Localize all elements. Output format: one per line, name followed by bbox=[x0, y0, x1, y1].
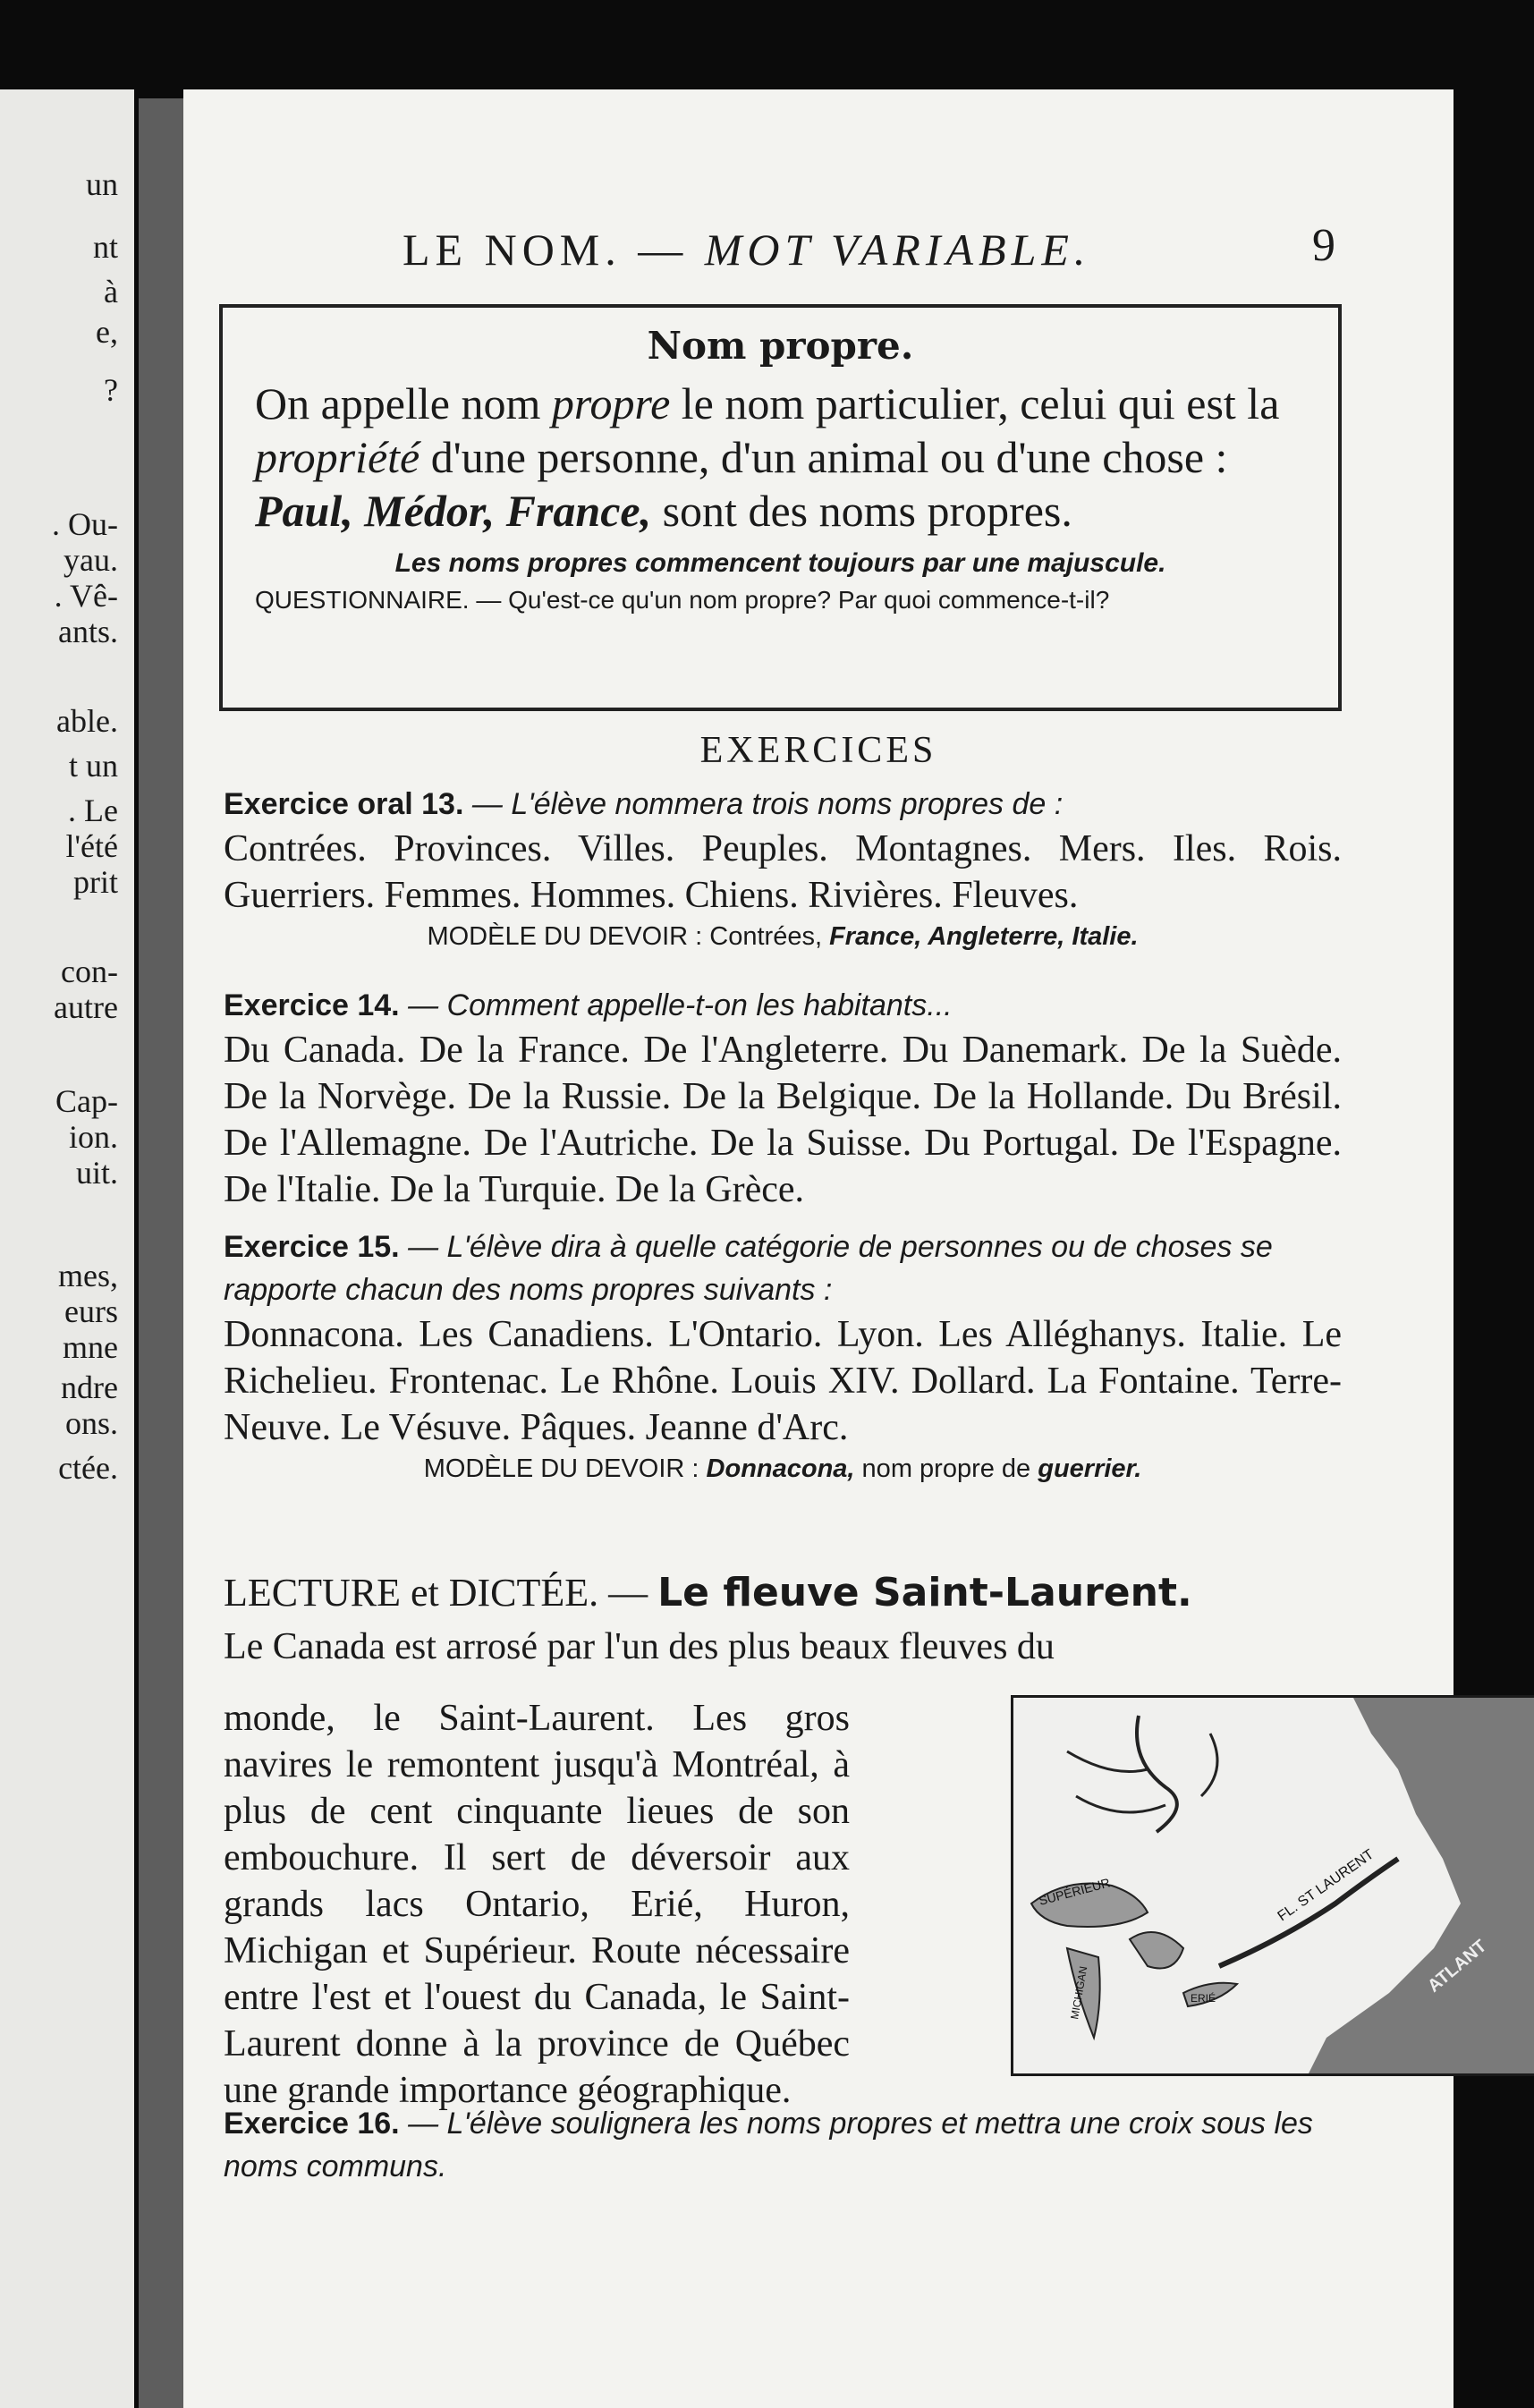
previous-page-text: ndre bbox=[61, 1369, 118, 1405]
exercises-title: EXERCICES bbox=[699, 730, 937, 771]
previous-page-text: uit. bbox=[75, 1155, 118, 1191]
previous-page-text: ? bbox=[104, 372, 118, 408]
saint-laurent-map bbox=[1011, 1695, 1534, 2076]
exercise-14 bbox=[224, 984, 1342, 1213]
previous-page-text: . Le bbox=[68, 793, 118, 828]
ex15-model-example: Donnacona, bbox=[706, 1454, 855, 1483]
previous-page-text: Cap- bbox=[55, 1083, 118, 1119]
running-head-italic: MOT VARIABLE. bbox=[704, 225, 1091, 275]
previous-page-text: l'été bbox=[65, 828, 118, 864]
previous-page-text: t un bbox=[68, 748, 118, 784]
def-text-4: sont des noms propres. bbox=[651, 486, 1072, 536]
ex13-instruction: — L'élève nommera trois noms propres de : bbox=[463, 787, 1064, 821]
lecture-first-line: Le Canada est arrosé par l'un des plus beaux fleuves du bbox=[224, 1626, 1055, 1667]
ex15-model-label: MODÈLE DU DEVOIR : bbox=[423, 1454, 707, 1483]
ex16-instruction: — L'élève soulignera les noms propres et mettra une croix sous les noms communs. bbox=[224, 2107, 1313, 2183]
running-head bbox=[403, 224, 1342, 276]
map-label-michigan: MICHIGAN bbox=[1068, 1965, 1090, 2021]
definition-heading: Nom propre. bbox=[647, 324, 914, 368]
previous-page-text: nt bbox=[92, 229, 118, 265]
lecture-label: LECTURE et DICTÉE. — bbox=[224, 1571, 658, 1615]
ex15-label: Exercice 15. bbox=[224, 1230, 400, 1264]
previous-page-text: ion. bbox=[68, 1119, 118, 1155]
previous-page-text: ons. bbox=[64, 1405, 118, 1441]
previous-page-text: mes, bbox=[58, 1258, 118, 1293]
exercise-13 bbox=[224, 783, 1342, 957]
ex13-model-example: France, Angleterre, Italie. bbox=[829, 922, 1139, 951]
map-label-atlant: ATLANT bbox=[1424, 1936, 1491, 1997]
map-label-superieur: SUPÉRIEUR bbox=[1037, 1875, 1112, 1908]
ex15-model bbox=[224, 1454, 1342, 1484]
lecture-title: Le fleuve Saint-Laurent. bbox=[657, 1570, 1192, 1615]
ex14-instruction: — Comment appelle-t-on les habitants... bbox=[399, 988, 953, 1022]
ex16-label: Exercice 16. bbox=[224, 2107, 400, 2141]
page-number: 9 bbox=[1312, 220, 1335, 271]
previous-page-text: mne bbox=[63, 1329, 118, 1365]
def-text-3: d'une personne, d'un animal ou d'une chose : bbox=[420, 432, 1228, 482]
previous-page-text: un bbox=[86, 166, 118, 202]
previous-page-text: ants. bbox=[58, 614, 118, 649]
previous-page-text: con- bbox=[61, 954, 118, 989]
book-page bbox=[183, 89, 1491, 2408]
map-label-st-laurent: FL. ST LAURENT bbox=[1275, 1846, 1377, 1925]
running-head-plain: LE NOM. — bbox=[403, 225, 705, 275]
previous-page-text: . Ou- bbox=[52, 506, 118, 542]
definition-box bbox=[219, 304, 1342, 711]
lecture-text: monde, le Saint-Laurent. Les gros navires le remontent jusqu'à Montréal, à plus de cent cinquante lieues de son embouchure. Il sert de déversoir aux grands lacs Ontario, Erié, Huron, Michigan et Supérieur. Route nécessaire entre l'est et l'ouest du Canada, le Saint-Laurent donne à la province de Québec une grande importance géographique. bbox=[224, 1698, 850, 2111]
previous-page-text: autre bbox=[54, 989, 118, 1025]
previous-page-text: able. bbox=[56, 703, 118, 739]
previous-page-text: yau. bbox=[64, 542, 118, 578]
previous-page-text: prit bbox=[73, 864, 118, 900]
ex15-instruction: — L'élève dira à quelle catégorie de personnes ou de choses se rapporte chacun des noms propres suivants : bbox=[224, 1230, 1273, 1307]
ex15-model-rest: nom propre de bbox=[854, 1454, 1038, 1483]
ex13-body: Contrées. Provinces. Villes. Peuples. Montagnes. Mers. Iles. Rois. Guerriers. Femmes. Hommes. Chiens. Rivières. Fleuves. bbox=[224, 828, 1342, 916]
ex15-body: Donnacona. Les Canadiens. L'Ontario. Lyon. Les Alléghanys. Italie. Le Richelieu. Frontenac. Le Rhône. Louis XIV. Dollard. La Fontaine. Terre-Neuve. Le Vésuve. Pâques. Jeanne d'Arc. bbox=[224, 1314, 1342, 1448]
ex13-label: Exercice oral 13. bbox=[224, 787, 464, 821]
ex15-model-category: guerrier. bbox=[1038, 1454, 1142, 1483]
lecture-body bbox=[224, 1695, 993, 2114]
questionnaire: QUESTIONNAIRE. — Qu'est-ce qu'un nom propre? Par quoi commence-t-il? bbox=[255, 586, 1110, 614]
def-examples: Paul, Médor, France, bbox=[255, 486, 652, 536]
exercise-15 bbox=[224, 1225, 1342, 1489]
exercise-16 bbox=[224, 2102, 1342, 2188]
def-term-2: propriété bbox=[255, 432, 420, 482]
previous-page-text: . Vê- bbox=[54, 578, 118, 614]
previous-page-fragment bbox=[0, 89, 134, 2408]
ex13-model bbox=[224, 922, 1342, 952]
previous-page-text: ctée. bbox=[58, 1450, 118, 1486]
map-label-erie: ERIÉ bbox=[1191, 1992, 1216, 2005]
book-binding bbox=[139, 98, 185, 2408]
ex13-model-label: MODÈLE DU DEVOIR : Contrées, bbox=[427, 922, 830, 951]
def-text-2: le nom particulier, celui qui est la bbox=[670, 378, 1280, 428]
def-text-1: On appelle nom bbox=[255, 378, 552, 428]
lecture-heading bbox=[224, 1570, 1342, 1670]
previous-page-text: e, bbox=[96, 314, 118, 350]
definition-text bbox=[255, 377, 1306, 538]
def-term: propre bbox=[551, 378, 671, 428]
ex14-body: Du Canada. De la France. De l'Angleterre. Du Danemark. De la Suède. De la Norvège. De la Russie. De la Belgique. De la Hollande. Du Brésil. De l'Allemagne. De l'Autriche. De la Suisse. Du Portugal. De l'Espagne. De l'Italie. De la Turquie. De la Grèce. bbox=[224, 1030, 1342, 1210]
previous-page-text: à bbox=[104, 274, 118, 309]
previous-page-text: eurs bbox=[64, 1293, 118, 1329]
ex14-label: Exercice 14. bbox=[224, 988, 400, 1022]
definition-rule: Les noms propres commencent toujours par une majuscule. bbox=[394, 548, 1166, 578]
